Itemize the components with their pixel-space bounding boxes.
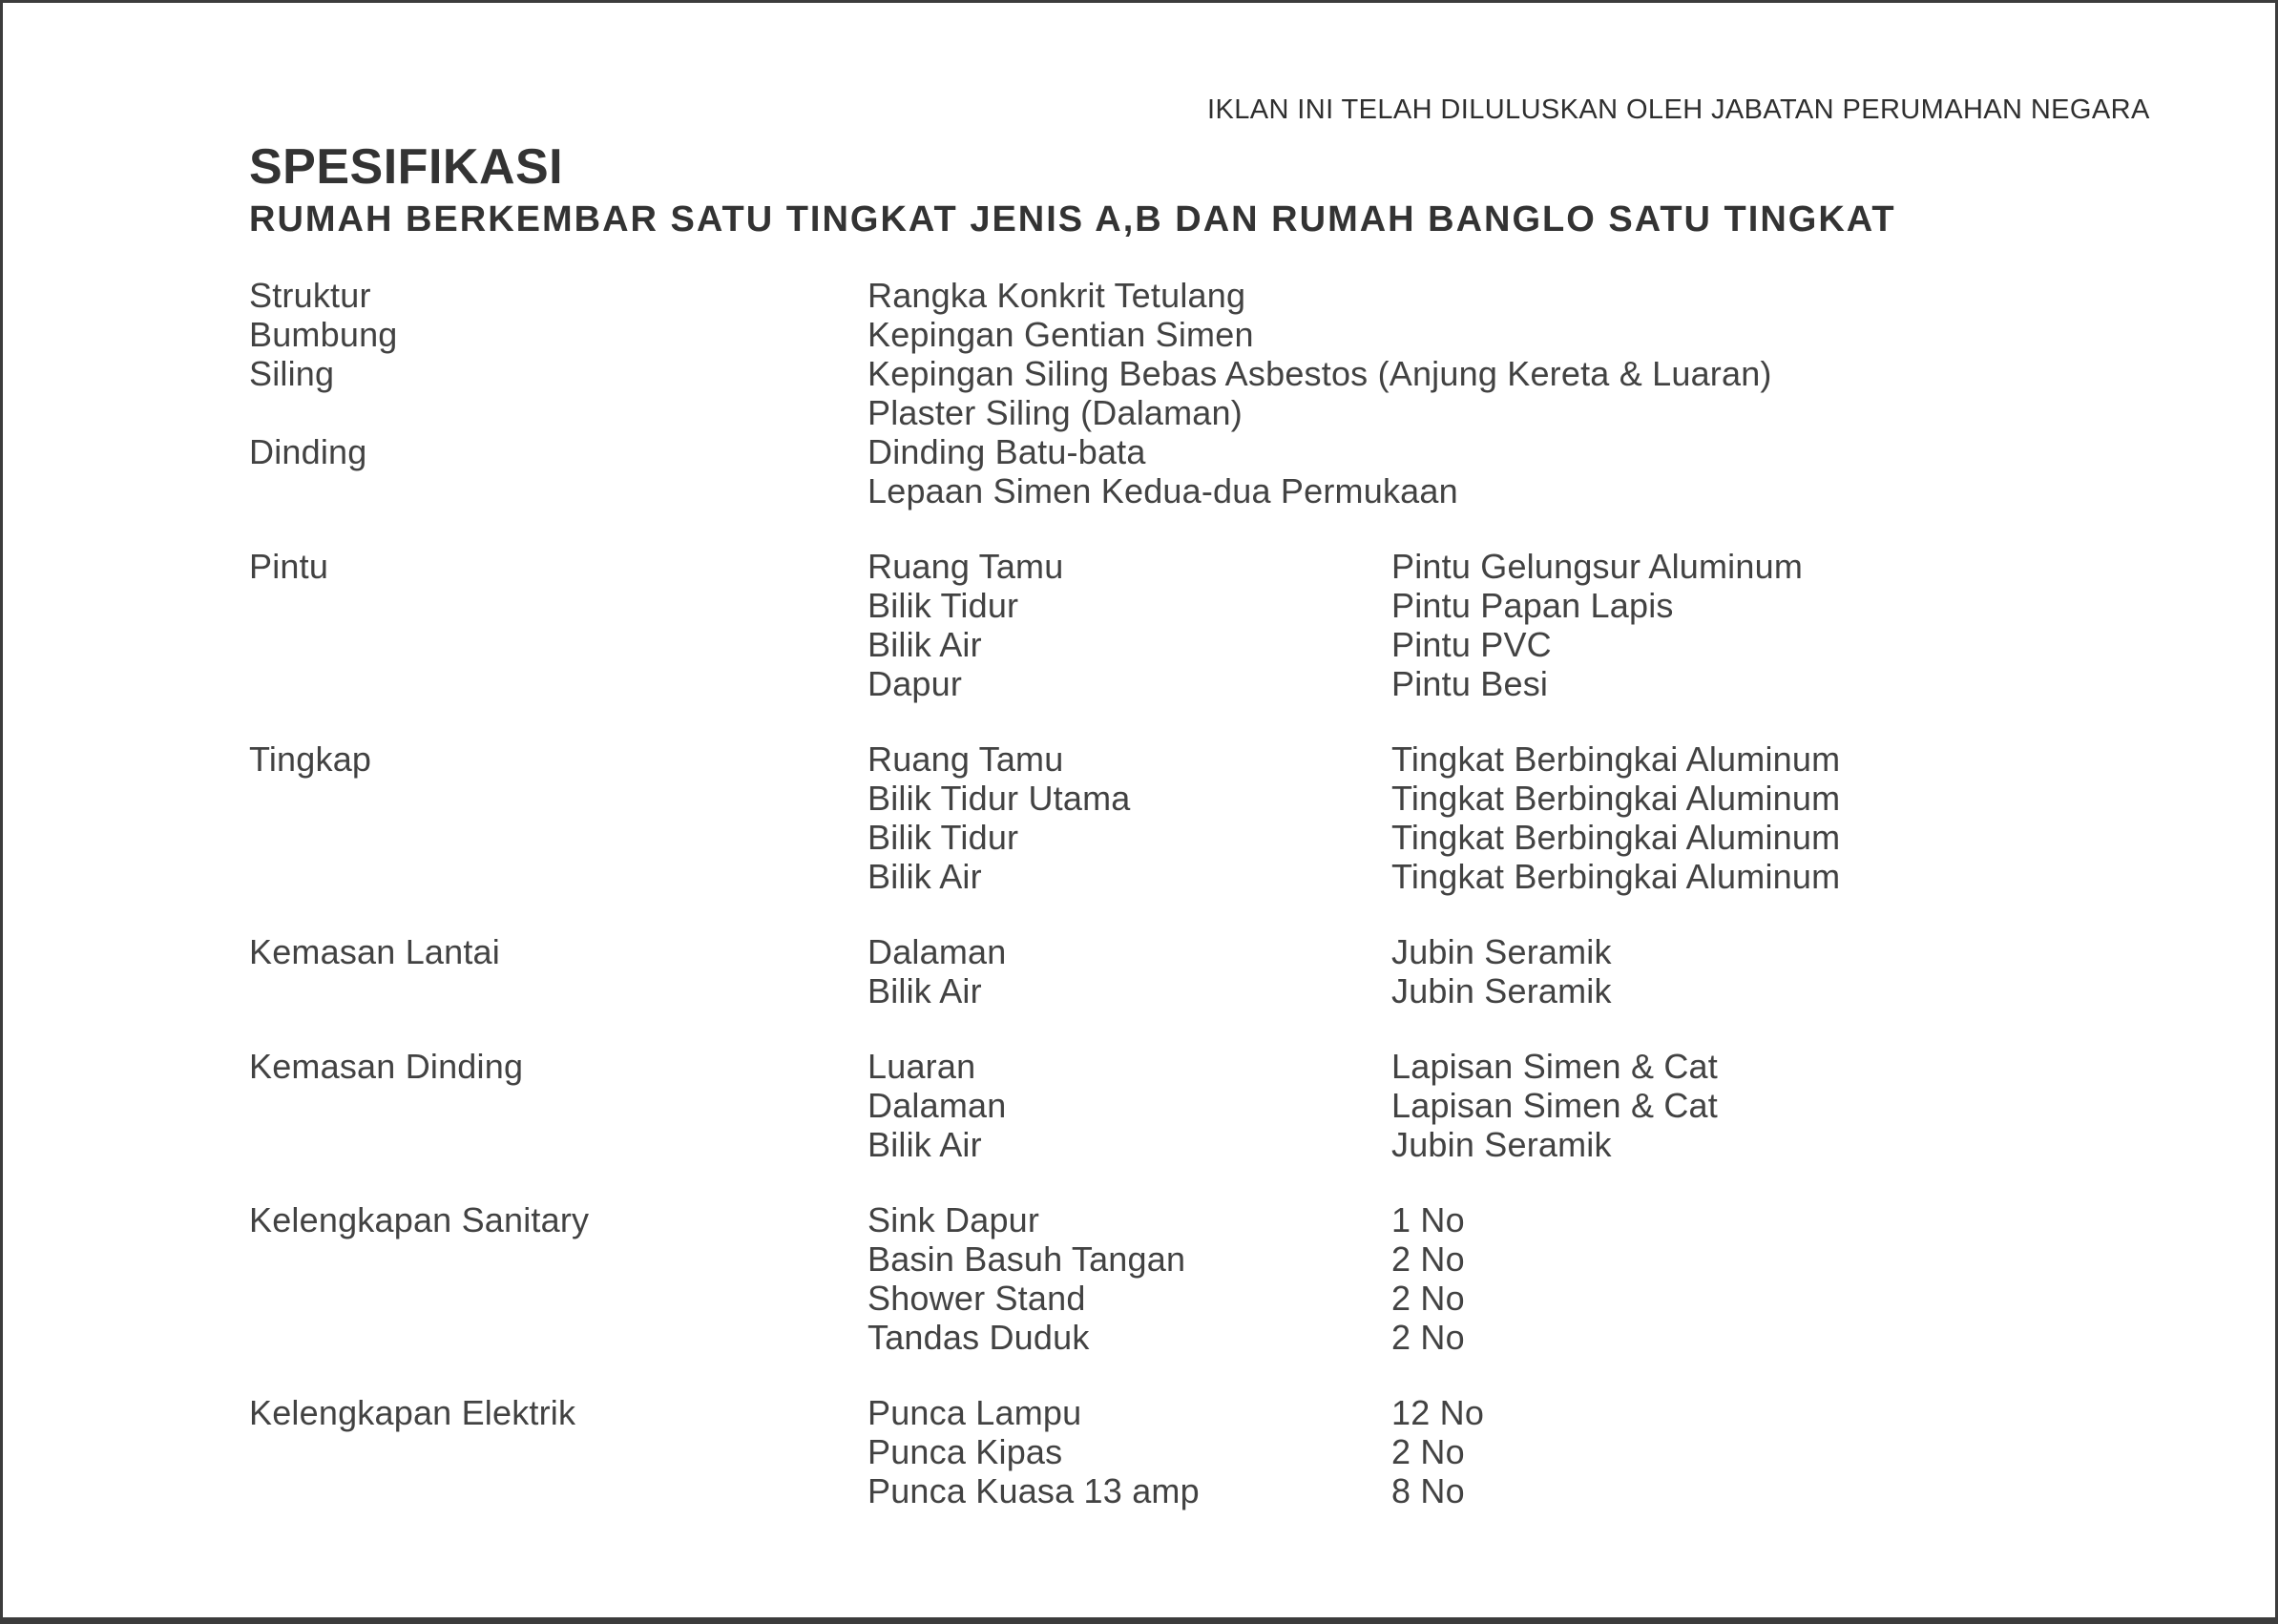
spec-value: Tingkat Berbingkai Aluminum (1391, 857, 1841, 896)
spec-item: Ruang Tamu (867, 739, 1064, 779)
spec-item: Bilik Tidur (867, 818, 1019, 857)
spec-row (249, 471, 2062, 510)
spec-item: Lepaan Simen Kedua-dua Permukaan (867, 471, 1458, 510)
spec-item: Basin Basuh Tangan (867, 1239, 1186, 1279)
spec-item: Ruang Tamu (867, 547, 1064, 586)
spec-value: Lapisan Simen & Cat (1391, 1086, 1718, 1125)
spec-section-struktur (249, 276, 2062, 510)
spec-row (249, 547, 2062, 586)
spec-row (249, 393, 2062, 432)
spec-item: Bilik Air (867, 971, 982, 1010)
spec-value: Pintu PVC (1391, 625, 1552, 664)
spec-value: Tingkat Berbingkai Aluminum (1391, 739, 1841, 779)
spec-label: Kelengkapan Sanitary (249, 1200, 590, 1239)
spec-row (249, 1239, 2062, 1279)
spec-label (249, 818, 867, 857)
spec-value: 2 No (1391, 1279, 1465, 1318)
spec-row (249, 971, 2062, 1010)
spec-value: 2 No (1391, 1432, 1465, 1471)
spec-label (249, 586, 867, 625)
spec-item: Dalaman (867, 1086, 1007, 1125)
spec-value: 8 No (1391, 1471, 1465, 1510)
spec-label (249, 1239, 867, 1279)
spec-row (249, 354, 2062, 393)
spec-item: Kepingan Siling Bebas Asbestos (Anjung Kereta & Luaran) (867, 354, 1772, 393)
spec-label (249, 393, 867, 432)
spec-item: Punca Kuasa 13 amp (867, 1471, 1200, 1510)
approval-notice: IKLAN INI TELAH DILULUSKAN OLEH JABATAN PERUMAHAN NEGARA (1207, 94, 2150, 125)
spec-value: Pintu Besi (1391, 664, 1549, 703)
specifications-table (249, 276, 2062, 1547)
spec-section-pintu (249, 547, 2062, 703)
spec-row (249, 1279, 2062, 1318)
spec-label: Tingkap (249, 739, 372, 779)
spec-label (249, 1125, 867, 1164)
spec-row (249, 586, 2062, 625)
spec-label (249, 779, 867, 818)
spec-value: 1 No (1391, 1200, 1465, 1239)
spec-value (1391, 354, 2062, 393)
spec-section-kelengkapan-elektrik (249, 1393, 2062, 1510)
spec-label: Bumbung (249, 315, 398, 354)
spec-row (249, 1393, 2062, 1432)
spec-label (249, 1086, 867, 1125)
spec-section-kemasan-dinding (249, 1047, 2062, 1164)
spec-value: Tingkat Berbingkai Aluminum (1391, 818, 1841, 857)
spec-item: Punca Lampu (867, 1393, 1082, 1432)
spec-value (1391, 315, 2062, 354)
spec-label (249, 1279, 867, 1318)
spec-label (249, 1471, 867, 1510)
spec-section-kemasan-lantai (249, 932, 2062, 1010)
spec-item: Bilik Tidur Utama (867, 779, 1131, 818)
spec-item: Shower Stand (867, 1279, 1086, 1318)
spec-row (249, 739, 2062, 779)
spec-section-kelengkapan-sanitary (249, 1200, 2062, 1357)
spec-label (249, 664, 867, 703)
spec-label: Kemasan Lantai (249, 932, 500, 971)
spec-label: Kelengkapan Elektrik (249, 1393, 576, 1432)
spec-item: Bilik Air (867, 857, 982, 896)
spec-item: Dinding Batu-bata (867, 432, 1146, 471)
spec-item: Sink Dapur (867, 1200, 1040, 1239)
spec-label (249, 471, 867, 510)
spec-value: Lapisan Simen & Cat (1391, 1047, 1718, 1086)
spec-value: Pintu Papan Lapis (1391, 586, 1674, 625)
spec-item: Luaran (867, 1047, 976, 1086)
spec-label (249, 971, 867, 1010)
spec-row (249, 432, 2062, 471)
page-title: SPESIFIKASI (249, 139, 564, 195)
spec-value (1391, 471, 2062, 510)
spec-value: 2 No (1391, 1318, 1465, 1357)
spec-label: Pintu (249, 547, 329, 586)
spec-item: Rangka Konkrit Tetulang (867, 276, 1246, 315)
spec-label: Struktur (249, 276, 371, 315)
spec-value: Pintu Gelungsur Aluminum (1391, 547, 1804, 586)
spec-row (249, 1471, 2062, 1510)
spec-section-tingkap (249, 739, 2062, 896)
spec-item: Tandas Duduk (867, 1318, 1090, 1357)
spec-value (1391, 276, 2062, 315)
spec-row (249, 932, 2062, 971)
spec-item: Bilik Air (867, 625, 982, 664)
spec-row (249, 779, 2062, 818)
spec-row (249, 664, 2062, 703)
spec-item: Dapur (867, 664, 963, 703)
spec-item: Bilik Air (867, 1125, 982, 1164)
spec-value (1391, 432, 2062, 471)
spec-label (249, 857, 867, 896)
spec-value: Tingkat Berbingkai Aluminum (1391, 779, 1841, 818)
spec-label (249, 625, 867, 664)
spec-value: 2 No (1391, 1239, 1465, 1279)
spec-row (249, 1432, 2062, 1471)
spec-row (249, 818, 2062, 857)
spec-label (249, 1318, 867, 1357)
spec-row (249, 1086, 2062, 1125)
spec-row (249, 1047, 2062, 1086)
spec-item: Bilik Tidur (867, 586, 1019, 625)
spec-row (249, 1200, 2062, 1239)
spec-item: Dalaman (867, 932, 1007, 971)
spec-label (249, 1432, 867, 1471)
spec-label: Siling (249, 354, 335, 393)
spec-row (249, 315, 2062, 354)
spec-item: Punca Kipas (867, 1432, 1063, 1471)
spec-value: Jubin Seramik (1391, 1125, 1612, 1164)
spec-label: Kemasan Dinding (249, 1047, 524, 1086)
spec-item: Kepingan Gentian Simen (867, 315, 1254, 354)
spec-row (249, 625, 2062, 664)
spec-value: Jubin Seramik (1391, 932, 1612, 971)
spec-label: Dinding (249, 432, 367, 471)
spec-row (249, 857, 2062, 896)
spec-row (249, 1318, 2062, 1357)
spec-value (1391, 393, 2062, 432)
spec-value: Jubin Seramik (1391, 971, 1612, 1010)
spec-item: Plaster Siling (Dalaman) (867, 393, 1243, 432)
spec-row (249, 1125, 2062, 1164)
page-subtitle: RUMAH BERKEMBAR SATU TINGKAT JENIS A,B DAN RUMAH BANGLO SATU TINGKAT (249, 199, 1896, 239)
spec-value: 12 No (1391, 1393, 1485, 1432)
spec-row (249, 276, 2062, 315)
